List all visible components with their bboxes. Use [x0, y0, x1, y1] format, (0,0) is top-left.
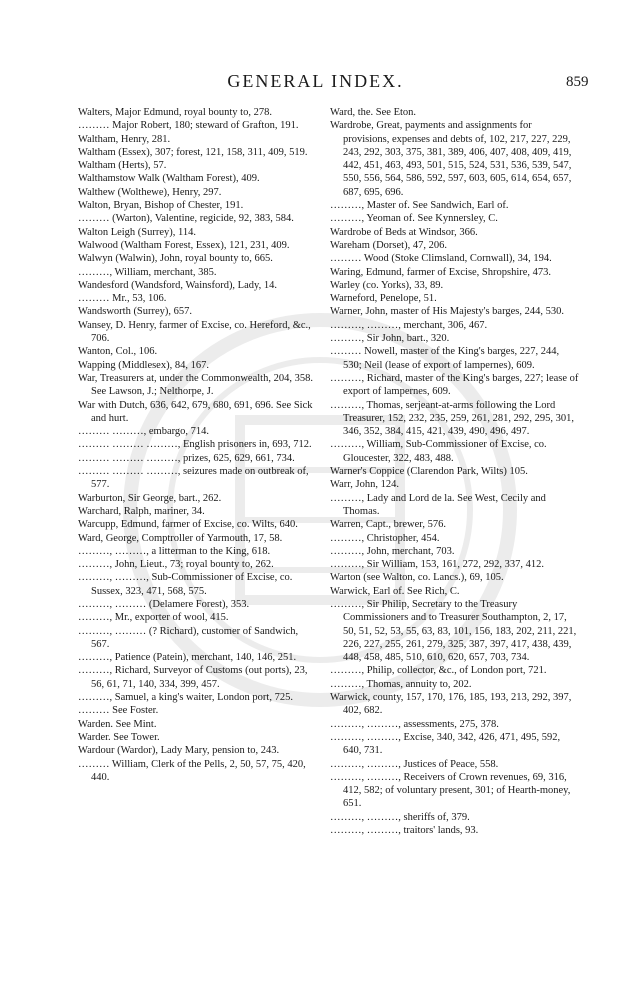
- index-entry: ……… ……… ………, prizes, 625, 629, 661, 734.: [78, 452, 295, 464]
- index-entry: Ward, the. See Eton.: [330, 107, 417, 118]
- index-entry: ………, Philip, collector, &c., of London port, 721.: [330, 665, 547, 677]
- page-title: GENERAL INDEX.: [227, 71, 404, 91]
- index-entry: ………, William, merchant, 385.: [78, 266, 217, 278]
- index-entry: Walthamstow Walk (Waltham Forest), 409.: [78, 173, 260, 185]
- index-entry: ………, Richard, master of the King's barges, 227; lease of export of lampernes, 609.: [330, 372, 579, 398]
- index-entry: ……… ……… ………, seizures made on outbreak of, 577.: [78, 466, 309, 491]
- index-entry: ………, ………, assessments, 275, 378.: [330, 718, 499, 730]
- index-entry: ………, Sir John, bart., 320.: [330, 333, 450, 345]
- index-entry: ………, ……… (Delamere Forest), 353.: [78, 598, 250, 610]
- index-entry: Warburton, Sir George, bart., 262.: [78, 492, 222, 504]
- index-entry: Warden. See Mint.: [78, 718, 157, 730]
- index-entry: Waltham (Essex), 307; forest, 121, 158, 311, 409, 519.: [78, 146, 308, 158]
- index-entry: ………, Sir Philip, Secretary to the Treasury Commissioners and to Treasurer Southampton, 2, 17, 50, 51, 52, 53, 55, 63, 83, 101, 156, 183, 202, 211, 221, 226, 227, 255, 261, 279, 325, 387, 397, 417, 438, 439, 448, 458, 485, 510, 610, 620, 657, 703, 734.: [330, 598, 577, 664]
- index-entry: Walthew (Wolthewe), Henry, 297.: [78, 186, 222, 198]
- index-entry: ………, ………, sheriffs of, 379.: [330, 811, 470, 823]
- index-entry: ………, ………, Excise, 340, 342, 426, 471, 495, 592, 640, 731.: [330, 731, 561, 757]
- index-entry: ………, Christopher, 454.: [330, 532, 440, 544]
- index-entry: Waltham, Henry, 281.: [78, 133, 171, 145]
- index-entry: Walwyn (Walwin), John, royal bounty to, 665.: [78, 253, 273, 265]
- index-entry: ……… (Warton), Valentine, regicide, 92, 383, 584.: [78, 213, 294, 225]
- index-entry: ………, Samuel, a king's waiter, London port, 725.: [78, 692, 293, 704]
- index-entry: ……… ………, embargo, 714.: [78, 426, 210, 438]
- index-entry: ………, ………, Justices of Peace, 558.: [330, 758, 499, 770]
- index-entry: ………, Thomas, serjeant-at-arms following the Lord Treasurer, 152, 232, 235, 259, 261, 281, 292, 295, 301, 346, 352, 384, 415, 421, 439, 490, 496, 497.: [330, 399, 575, 438]
- index-entry: Wapping (Middlesex), 84, 167.: [78, 359, 209, 371]
- index-entry: Wareham (Dorset), 47, 206.: [330, 239, 447, 251]
- index-entry: ………, ………, merchant, 306, 467.: [330, 319, 488, 331]
- index-entry: ………, ………, Receivers of Crown revenues, 69, 316, 412, 582; of voluntary present, 301; of Hearth-money, 651.: [330, 771, 571, 810]
- index-entry: Ward, George, Comptroller of Yarmouth, 17, 58.: [78, 532, 283, 544]
- index-entry: ………, Lady and Lord de la. See West, Cecily and Thomas.: [330, 492, 546, 517]
- index-entry: War, Treasurers at, under the Commonwealth, 204, 358. See Lawson, J.; Nelthorpe, J.: [78, 372, 313, 398]
- index-entry: ……… Nowell, master of the King's barges, 227, 244, 530; Neil (lease of export of lampernes), 609.: [330, 346, 560, 371]
- index-entry: Warner, John, master of His Majesty's barges, 244, 530.: [330, 306, 565, 318]
- index-entry: ………, Yeoman of. See Kynnersley, C.: [330, 213, 498, 225]
- index-entry: ………, John, merchant, 703.: [330, 545, 455, 557]
- index-entry: ………, Patience (Patein), merchant, 140, 146, 251.: [78, 652, 297, 664]
- index-column-left: [78, 106, 318, 784]
- index-entry: ………, William, Sub-Commissioner of Excise, co. Gloucester, 322, 483, 488.: [330, 439, 547, 464]
- index-entry: Walton Leigh (Surrey), 114.: [78, 226, 197, 238]
- index-entry: ………, Thomas, annuity to, 202.: [330, 678, 472, 690]
- index-entry: Warder. See Tower.: [78, 731, 160, 743]
- index-entry: Walters, Major Edmund, royal bounty to, 278.: [78, 107, 272, 118]
- index-entry: Wanton, Col., 106.: [78, 346, 158, 358]
- index-entry: Wardrobe of Beds at Windsor, 366.: [330, 226, 478, 238]
- index-entry: Wardour (Wardor), Lady Mary, pension to, 243.: [78, 745, 280, 757]
- index-entry: ……… Mr., 53, 106.: [78, 293, 167, 305]
- index-entry: Warwick, county, 157, 170, 176, 185, 193, 213, 292, 397, 402, 682.: [330, 692, 572, 717]
- index-entry: Warr, John, 124.: [330, 479, 400, 491]
- index-entry: Warcupp, Edmund, farmer of Excise, co. Wilts, 640.: [78, 519, 298, 531]
- index-entry: ……… Wood (Stoke Climsland, Cornwall), 34, 194.: [330, 253, 552, 265]
- index-entry: ……… Major Robert, 180; steward of Grafton, 191.: [78, 120, 299, 132]
- index-entry: ……… William, Clerk of the Pells, 2, 50, 57, 75, 420, 440.: [78, 758, 306, 783]
- index-entry: ………, Master of. See Sandwich, Earl of.: [330, 200, 509, 212]
- index-entry: Waring, Edmund, farmer of Excise, Shropshire, 473.: [330, 266, 552, 278]
- index-entry: Walton, Bryan, Bishop of Chester, 191.: [78, 200, 244, 212]
- index-entry: Warren, Capt., brewer, 576.: [330, 519, 446, 531]
- index-entry: ………, Richard, Surveyor of Customs (out ports), 23, 56, 61, 71, 140, 334, 399, 457.: [78, 665, 308, 690]
- index-entry: ……… See Foster.: [78, 705, 159, 717]
- index-entry: Walwood (Waltham Forest, Essex), 121, 231, 409.: [78, 239, 290, 251]
- page-number: 859: [566, 74, 589, 90]
- index-entry: ………, Mr., exporter of wool, 415.: [78, 612, 229, 624]
- index-column-right: [330, 106, 580, 837]
- index-entry: Warwick, Earl of. See Rich, C.: [330, 585, 460, 597]
- index-entry: Wardrobe, Great, payments and assignments for provisions, expenses and debts of, 102, 217, 227, 229, 243, 292, 303, 375, 381, 389, 406, 407, 408, 409, 419, 442, 451, 463, 493, 501, 515, 524, 531, 536, 539, 547, 550, 556, 564, 586, 592, 597, 603, 605, 614, 654, 657, 687, 695, 696.: [330, 120, 572, 198]
- index-entry: Wandsworth (Surrey), 657.: [78, 306, 193, 318]
- index-entry: Waltham (Herts), 57.: [78, 160, 167, 172]
- index-entry: ………, Sir William, 153, 161, 272, 292, 337, 412.: [330, 559, 545, 571]
- index-entry: Warley (co. Yorks), 33, 89.: [330, 279, 444, 291]
- index-entry: Wansey, D. Henry, farmer of Excise, co. Hereford, &c., 706.: [78, 319, 311, 345]
- index-entry: ………, ………, a litterman to the King, 618.: [78, 545, 271, 557]
- index-entry: ………, ……… (? Richard), customer of Sandwich, 567.: [78, 625, 299, 650]
- index-entry: War with Dutch, 636, 642, 679, 680, 691, 696. See Sick and hurt.: [78, 399, 313, 424]
- index-entry: Wandesford (Wandsford, Wainsford), Lady, 14.: [78, 279, 277, 291]
- index-entry: Warton (see Walton, co. Lancs.), 69, 105.: [330, 572, 504, 584]
- index-entry: Warner's Coppice (Clarendon Park, Wilts) 105.: [330, 466, 528, 478]
- index-entry: ………, ………, traitors' lands, 93.: [330, 825, 479, 837]
- index-entry: ………, ………, Sub-Commissioner of Excise, co. Sussex, 323, 471, 568, 575.: [78, 572, 293, 597]
- index-entry: ……… ……… ………, English prisoners in, 693, 712.: [78, 439, 312, 451]
- index-entry: Warchard, Ralph, mariner, 34.: [78, 505, 205, 517]
- index-entry: ………, John, Lieut., 73; royal bounty to, 262.: [78, 559, 274, 571]
- index-entry: Warneford, Penelope, 51.: [330, 293, 437, 305]
